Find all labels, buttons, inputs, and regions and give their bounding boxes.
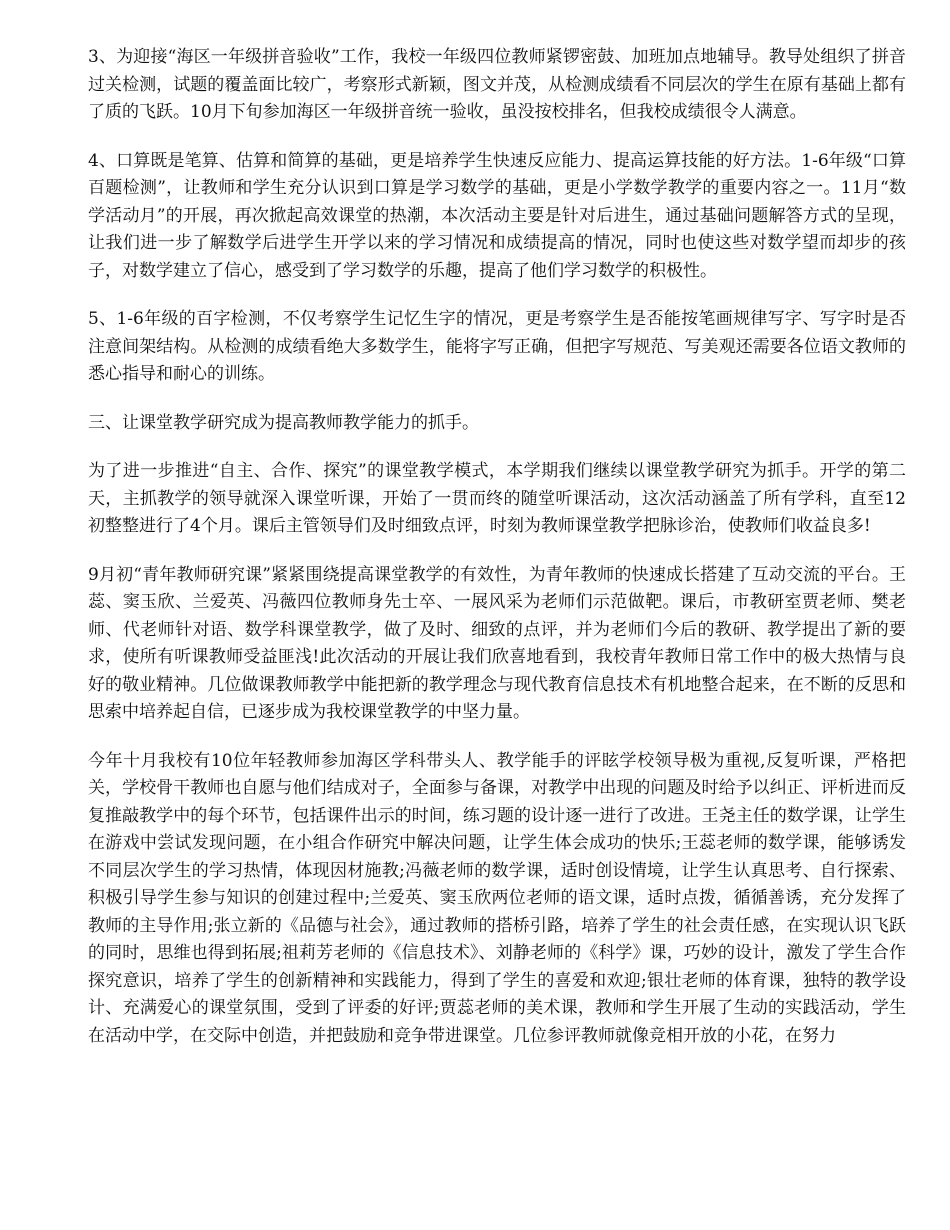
section-heading-classroom-research: 三、让课堂教学研究成为提高教师教学能力的抓手。 [88, 412, 479, 433]
paragraph-oral-arithmetic: 4、口算既是笔算、估算和简算的基础，更是培养学生快速反应能力、提高运算技能的好方法。1-6年级“口算百题检测”，让教师和学生充分认识到口算是学习数学的基础，更是小学数学教学的重要内容之一。11月“数学活动月”的开展，再次掀起高效课堂的热潮，本次活动主要是针对后进生，通过基础问题解答方式的呈现，让我们进一步了解数学后进学生开学以来的学习情况和成绩提高的情况，同时也使这些对数学望而却步的孩子，对数学建立了信心，感受到了学习数学的乐趣，提高了他们学习数学的积极性。 [88, 150, 906, 281]
paragraph-classroom-teaching-model: 为了进一步推进“自主、合作、探究”的课堂教学模式，本学期我们继续以课堂教学研究为抓手。开学的第二天，主抓教学的领导就深入课堂听课，开始了一贯而终的随堂听课活动，这次活动涵盖了所有学科，直至12初整整进行了4个月。课后主管领导们及时细致点评，时刻为教师课堂教学把脉诊治，使教师们收益良多! [88, 461, 906, 536]
paragraph-pinyin-acceptance: 3、为迎接“海区一年级拼音验收”工作，我校一年级四位教师紧锣密鼓、加班加点地辅导。教导处组织了拼音过关检测，试题的覆盖面比较广，考察形式新颖，图文并茂，从检测成绩看不同层次的学生在原有基础上都有了质的飞跃。10月下旬参加海区一年级拼音统一验收，虽没按校排名，但我校成绩很令人满意。 [88, 47, 906, 122]
document-page [88, 44, 906, 1071]
paragraph-hundred-character-test: 5、1-6年级的百字检测，不仅考察学生记忆生字的情况，更是考察学生是否能按笔画规律写字、写字时是否注意间架结构。从检测的成绩看绝大多数学生，能将字写正确，但把字写规范、写美观还需要各位语文教师的悉心指导和耐心的训练。 [88, 309, 906, 384]
paragraph-subject-leader-evaluation: 今年十月我校有10位年轻教师参加海区学科带头人、教学能手的评眩学校领导极为重视,反复听课，严格把关，学校骨干教师也自愿与他们结成对子，全面参与备课，对教学中出现的问题及时给予以纠正、评析进而反复推敲教学中的每个环节，包括课件出示的时间，练习题的设计逐一进行了改进。王尧主任的数学课，让学生在游戏中尝试发现问题，在小组合作研究中解决问题，让学生体会成功的快乐;王蕊老师的数学课，能够诱发不同层次学生的学习热情，体现因材施教;冯薇老师的数学课，适时创设情境，让学生认真思考、自行探索、积极引导学生参与知识的创建过程中;兰爱英、窦玉欣两位老师的语文课，适时点拨，循循善诱，充分发挥了教师的主导作用;张立新的《品德与社会》，通过教师的搭桥引路，培养了学生的社会责任感，在实现认识飞跃的同时，思维也得到拓展;祖莉芳老师的《信息技术》、刘静老师的《科学》课，巧妙的设计，激发了学生合作探究意识，培养了学生的创新精神和实践能力，得到了学生的喜爱和欢迎;银壮老师的体育课，独特的教学设计、充满爱心的课堂氛围，受到了评委的好评;贾蕊老师的美术课，教师和学生开展了生动的实践活动，学生在活动中学，在交际中创造，并把鼓励和竞争带进课堂。几位参评教师就像竞相开放的小花，在努力 [88, 750, 906, 1046]
paragraph-young-teacher-research-class: 9月初“青年教师研究课”紧紧围绕提高课堂教学的有效性，为青年教师的快速成长搭建了互动交流的平台。王蕊、窦玉欣、兰爱英、冯薇四位教师身先士卒、一展风采为老师们示范做靶。课后，市教研室贾老师、樊老师、代老师针对语、数学科课堂教学，做了及时、细致的点评，并为老师们今后的教研、教学提出了新的要求，使所有听课教师受益匪浅!此次活动的开展让我们欣喜地看到，我校青年教师日常工作中的极大热情与良好的敬业精神。几位做课教师教学中能把新的教学理念与现代教育信息技术有机地整合起来，在不断的反思和思索中培养起自信，已逐步成为我校课堂教学的中坚力量。 [88, 564, 906, 722]
